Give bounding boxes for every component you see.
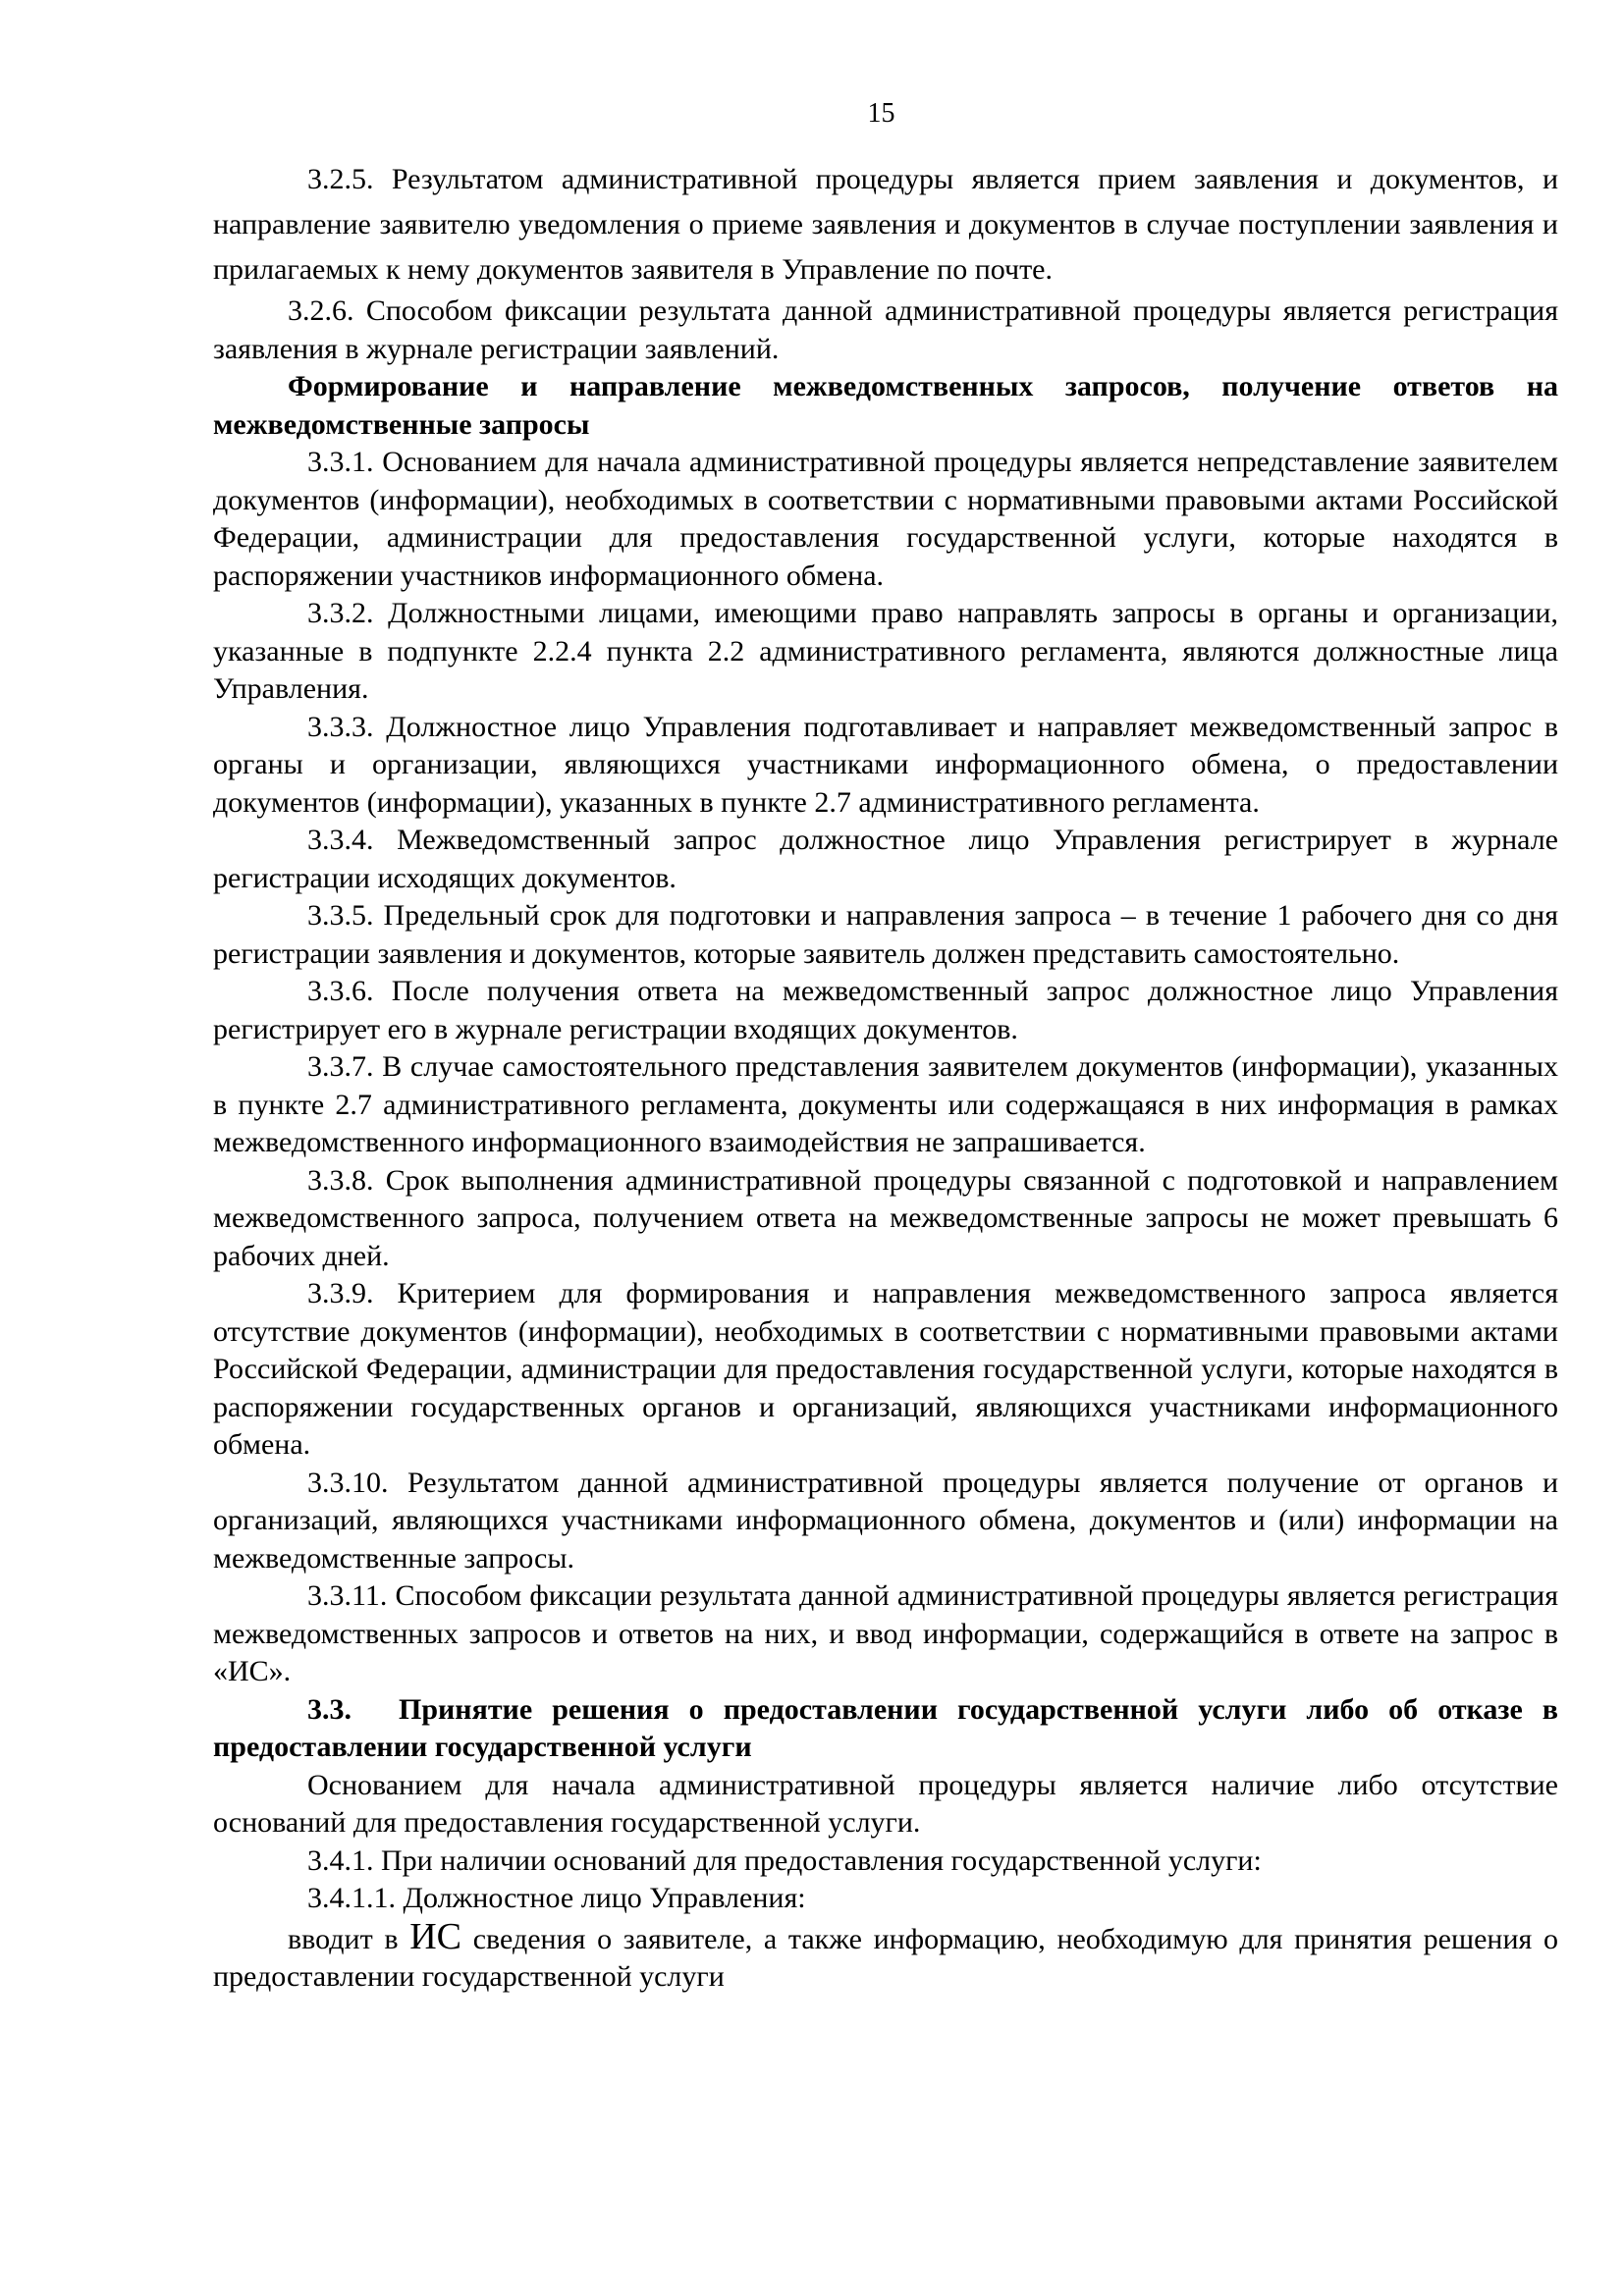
paragraph-3-2-6: 3.2.6. Способом фиксации результата данной административной процедуры является регистрация заявления в журнале регистрации заявлений.: [213, 294, 1558, 365]
enter-info-is: ИС: [409, 1915, 462, 1957]
paragraph-3-3-8: 3.3.8. Срок выполнения административной процедуры связанной с подготовкой и направлением межведомственного запроса, получением ответа на межведомственные запросы не может превышать 6 рабочих дней.: [213, 1163, 1558, 1272]
page-number: 15: [867, 98, 895, 129]
paragraph-3-3-2: 3.3.2. Должностными лицами, имеющими право направлять запросы в органы и организации, указанные в подпункте 2.2.4 пункта 2.2 административного регламента, являются должностные лица Управления.: [213, 597, 1558, 705]
paragraph-3-3-10: 3.3.10. Результатом данной административной процедуры является получение от органов и организаций, являющихся участниками информационного обмена, документов и (или) информации на межведомственные запросы.: [213, 1466, 1558, 1575]
paragraph-3-3-11: 3.3.11. Способом фиксации результата данной административной процедуры является регистрация межведомственных запросов и ответов на них, и ввод информации, содержащийся в ответе на запрос в «ИС».: [213, 1579, 1558, 1687]
paragraph-3-3-4: 3.3.4. Межведомственный запрос должностное лицо Управления регистрирует в журнале регистрации исходящих документов.: [213, 824, 1558, 894]
section-heading-decision-text: Принятие решения о предоставлении государственной услуги либо об отказе в предоставлении государственной услуги: [213, 1692, 1558, 1763]
paragraph-enter-info: [213, 1915, 1559, 1997]
paragraph-basis: Основанием для начала административной процедуры является наличие либо отсутствие оснований для предоставления государственной услуги.: [213, 1768, 1558, 1839]
enter-info-prefix: вводит в: [288, 1922, 410, 1955]
paragraph-3-3-7: 3.3.7. В случае самостоятельного представления заявителем документов (информации), указанных в пункте 2.7 административного регламента, документы или содержащаяся в них информация в рамках межведомственного информационного взаимодействия не запрашивается.: [213, 1050, 1558, 1158]
section-heading-decision-number: 3.3.: [307, 1692, 352, 1726]
paragraph-3-2-5: 3.2.5. Результатом административной процедуры является прием заявления и документов, и направление заявителю уведомления о приеме заявления и документов в случае поступлении заявления и прилагаемых к нему документов заявителя в Управление по почте.: [213, 163, 1558, 286]
enter-info-text: сведения о заявителе, а также информацию, необходимую для принятия решения о предоставлении государственной услуги: [213, 1922, 1559, 1993]
paragraph-3-3-3: 3.3.3. Должностное лицо Управления подготавливает и направляет межведомственный запрос в органы и организации, являющихся участниками информационного обмена, о предоставлении документов (информации), указанных в пункте 2.7 административного регламента.: [213, 710, 1558, 819]
paragraph-3-3-5: 3.3.5. Предельный срок для подготовки и направления запроса – в течение 1 рабочего дня со дня регистрации заявления и документов, которые заявитель должен представить самостоятельно.: [213, 899, 1558, 970]
paragraph-3-3-6: 3.3.6. После получения ответа на межведомственный запрос должностное лицо Управления регистрирует его в журнале регистрации входящих документов.: [213, 975, 1558, 1045]
paragraph-3-4-1-1: 3.4.1.1. Должностное лицо Управления:: [307, 1882, 806, 1914]
paragraph-3-3-1: 3.3.1. Основанием для начала административной процедуры является непредставление заявителем документов (информации), необходимых в соответствии с нормативными правовыми актами Российской Федерации, администрации для предоставления государственной услуги, которые находятся в распоряжении участников информационного обмена.: [213, 446, 1558, 592]
document-body: [213, 157, 1558, 1997]
paragraph-3-4-1: 3.4.1. При наличии оснований для предоставления государственной услуги:: [307, 1843, 1262, 1877]
paragraph-3-3-9: 3.3.9. Критерием для формирования и направления межведомственного запроса является отсутствие документов (информации), необходимых в соответствии с нормативными правовыми актами Российской Федерации, администрации для предоставления государственной услуги, которые находятся в распоряжении государственных органов и организаций, являющихся участниками информационного обмена.: [213, 1277, 1558, 1461]
section-heading-interagency-requests: Формирование и направление межведомственных запросов, получение ответов на межведомственные запросы: [213, 370, 1558, 441]
section-heading-decision: [213, 1691, 1558, 1767]
